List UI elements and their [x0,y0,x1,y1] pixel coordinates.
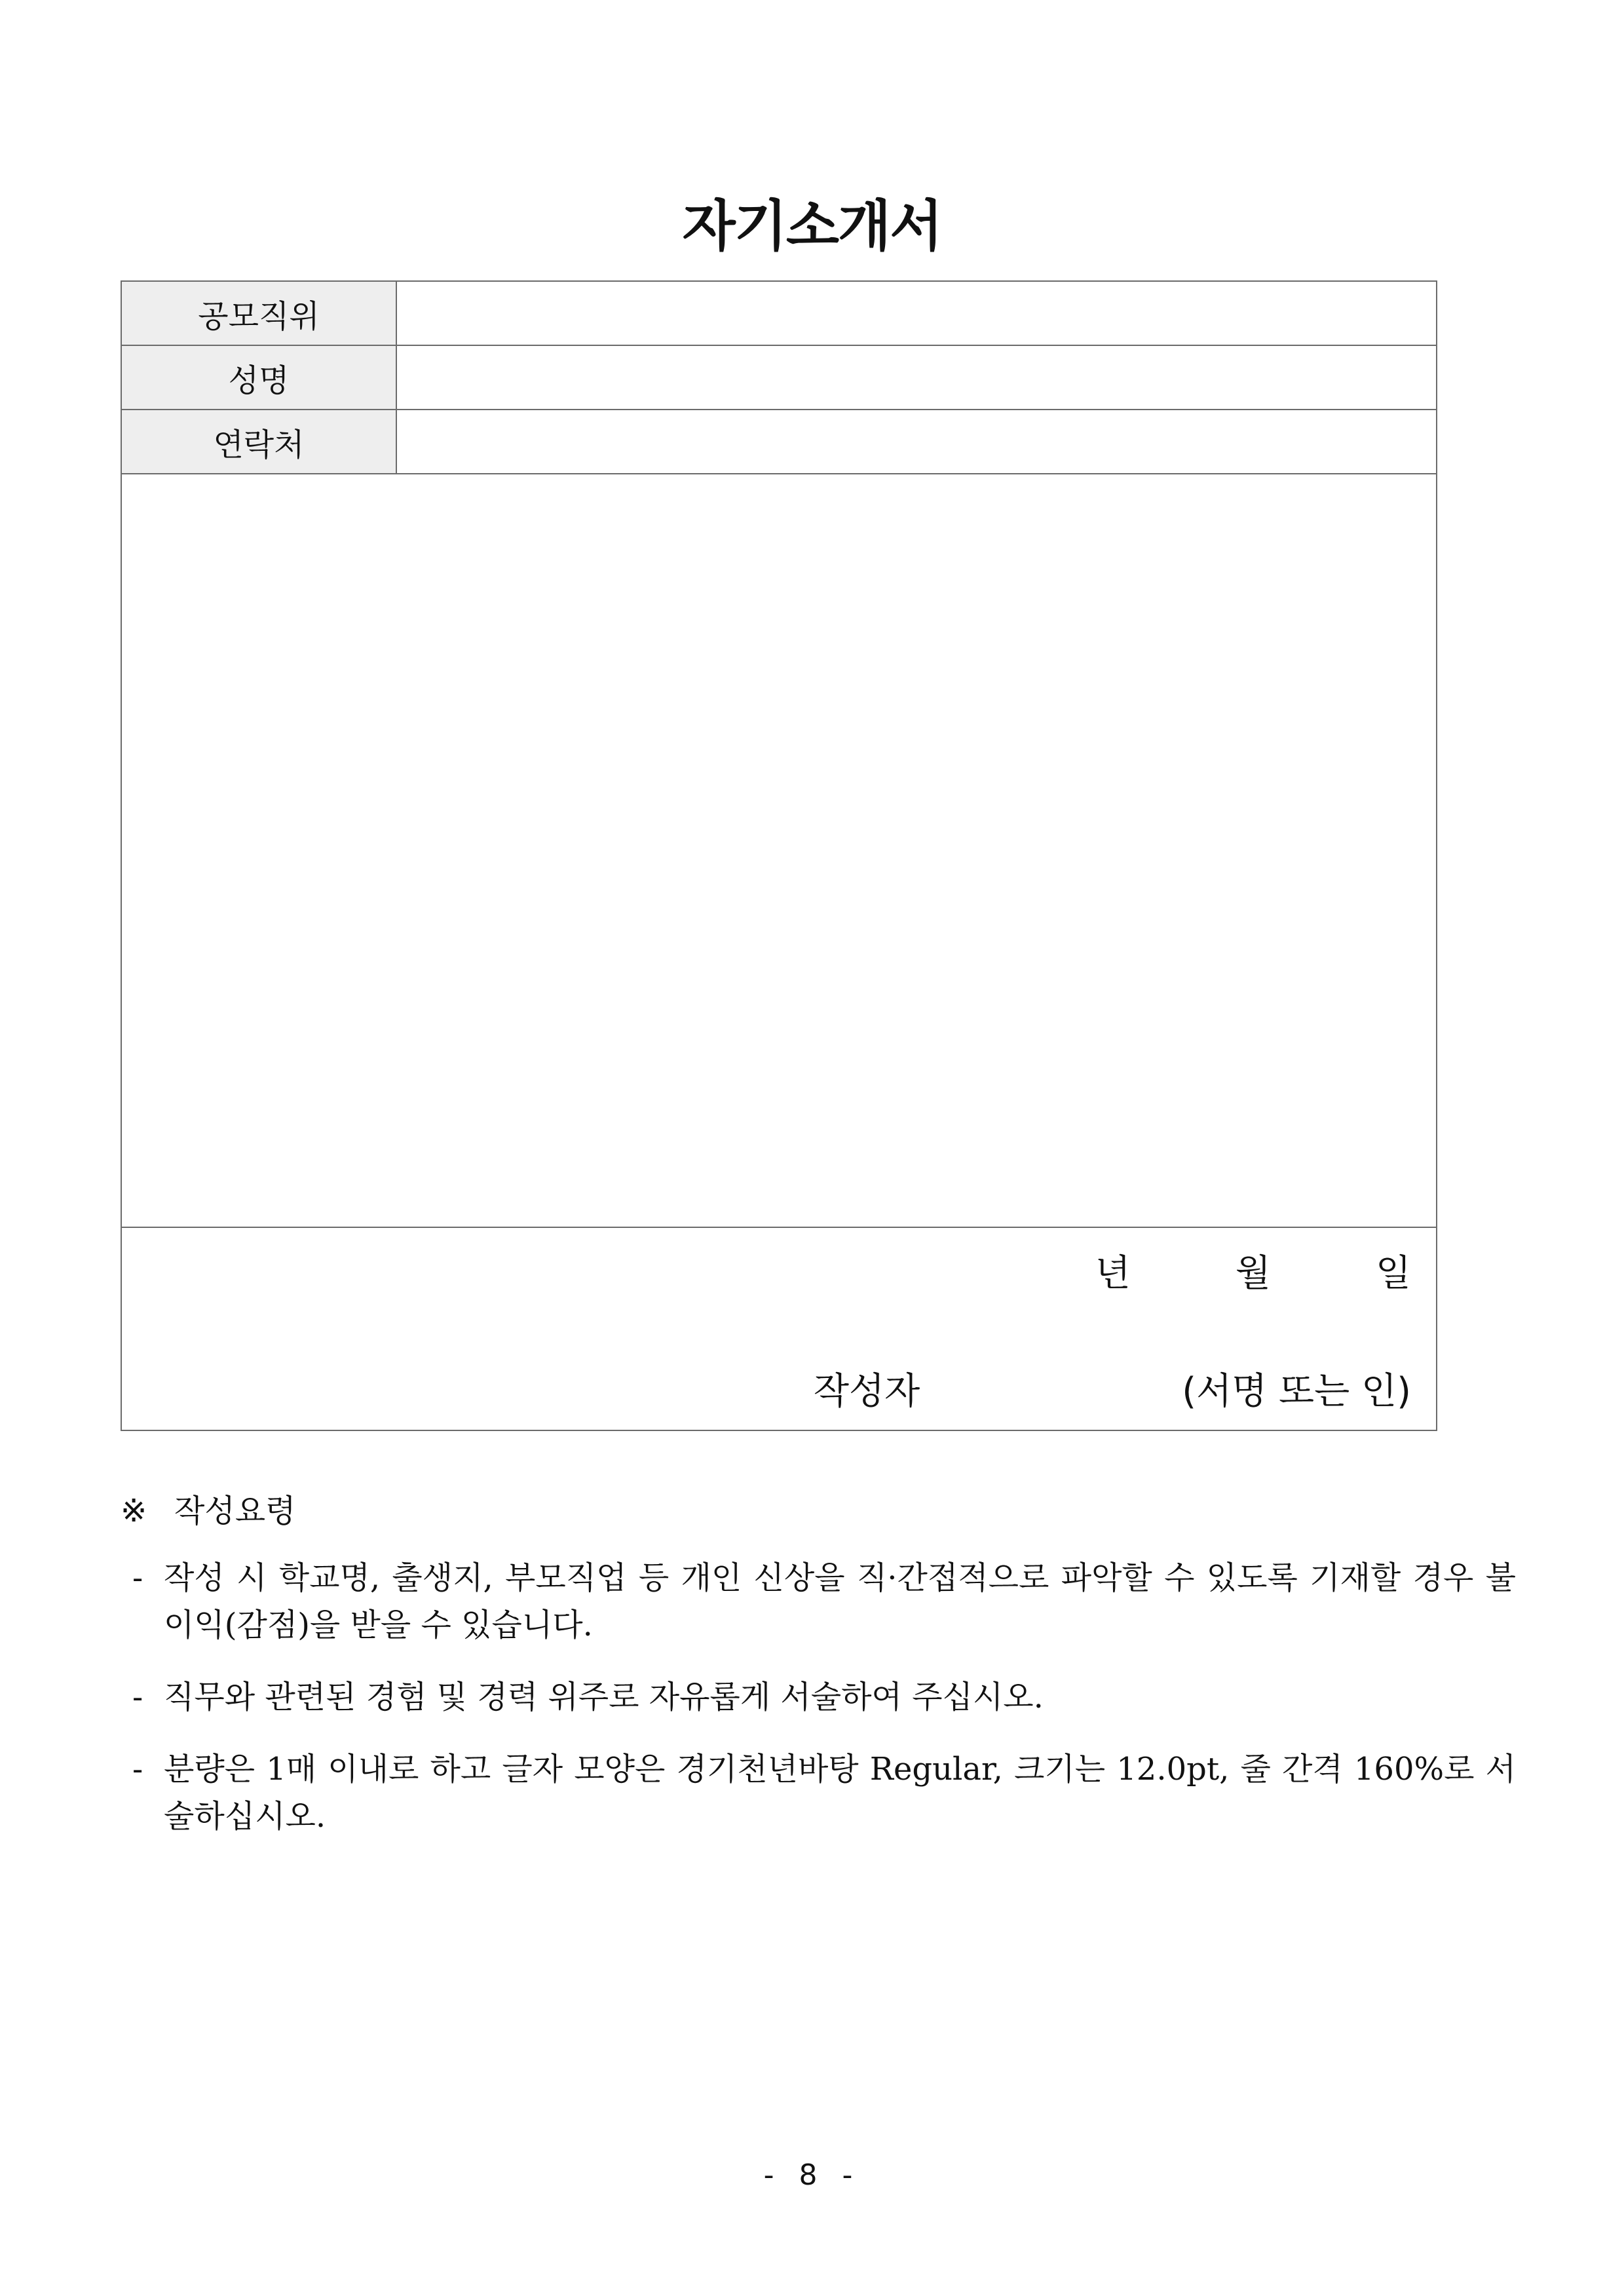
guideline-text: 작성 시 학교명, 출생지, 부모직업 등 개인 신상을 직·간접적으로 파악할 수 있도록 기재할 경우 불이익(감점)을 받을 수 있습니다. [164,1559,1516,1643]
author-label: 작성자 [813,1370,920,1413]
guidelines-heading-text: 작성요령 [174,1493,296,1529]
guideline-text: 분량은 1매 이내로 하고 글자 모양은 경기천년바탕 Regular, 크기는 12.0pt, 줄 간격 160%로 서술하십시오. [164,1751,1516,1835]
form-row-name [121,345,1437,410]
signature-label: (서명 또는 인) [1182,1370,1411,1413]
page-number: - 8 - [763,2158,861,2192]
signature-cell [121,1227,1437,1430]
document-title: 자기소개서 [682,194,942,258]
guidelines-heading [121,1487,1516,1535]
writing-guidelines [121,1487,1516,1865]
position-label: 공모직위 [121,281,396,345]
self-introduction-body[interactable] [121,474,1437,1227]
form-row-body [121,474,1437,1227]
contact-label: 연락처 [121,410,396,474]
form-row-position [121,281,1437,345]
form-row-contact [121,410,1437,474]
self-introduction-form [121,280,1437,1431]
guideline-item [121,1746,1516,1840]
guideline-text: 직무와 관련된 경험 및 경력 위주로 자유롭게 서술하여 주십시오. [164,1679,1044,1715]
dash-bullet: - [132,1679,143,1715]
guideline-item [121,1554,1516,1649]
name-label: 성명 [121,345,396,410]
dash-bullet: - [132,1559,143,1596]
date-line [1095,1248,1411,1300]
author-line [814,1366,1411,1418]
date-day-label: 일 [1375,1252,1411,1295]
date-month-label: 월 [1235,1252,1271,1295]
dash-bullet: - [132,1751,143,1788]
reference-mark-icon: ※ [121,1493,147,1529]
position-field[interactable] [396,281,1437,345]
contact-field[interactable] [396,410,1437,474]
name-field[interactable] [396,345,1437,410]
date-year-label: 년 [1095,1252,1131,1295]
form-row-signature [121,1227,1437,1430]
guideline-item [121,1674,1516,1721]
